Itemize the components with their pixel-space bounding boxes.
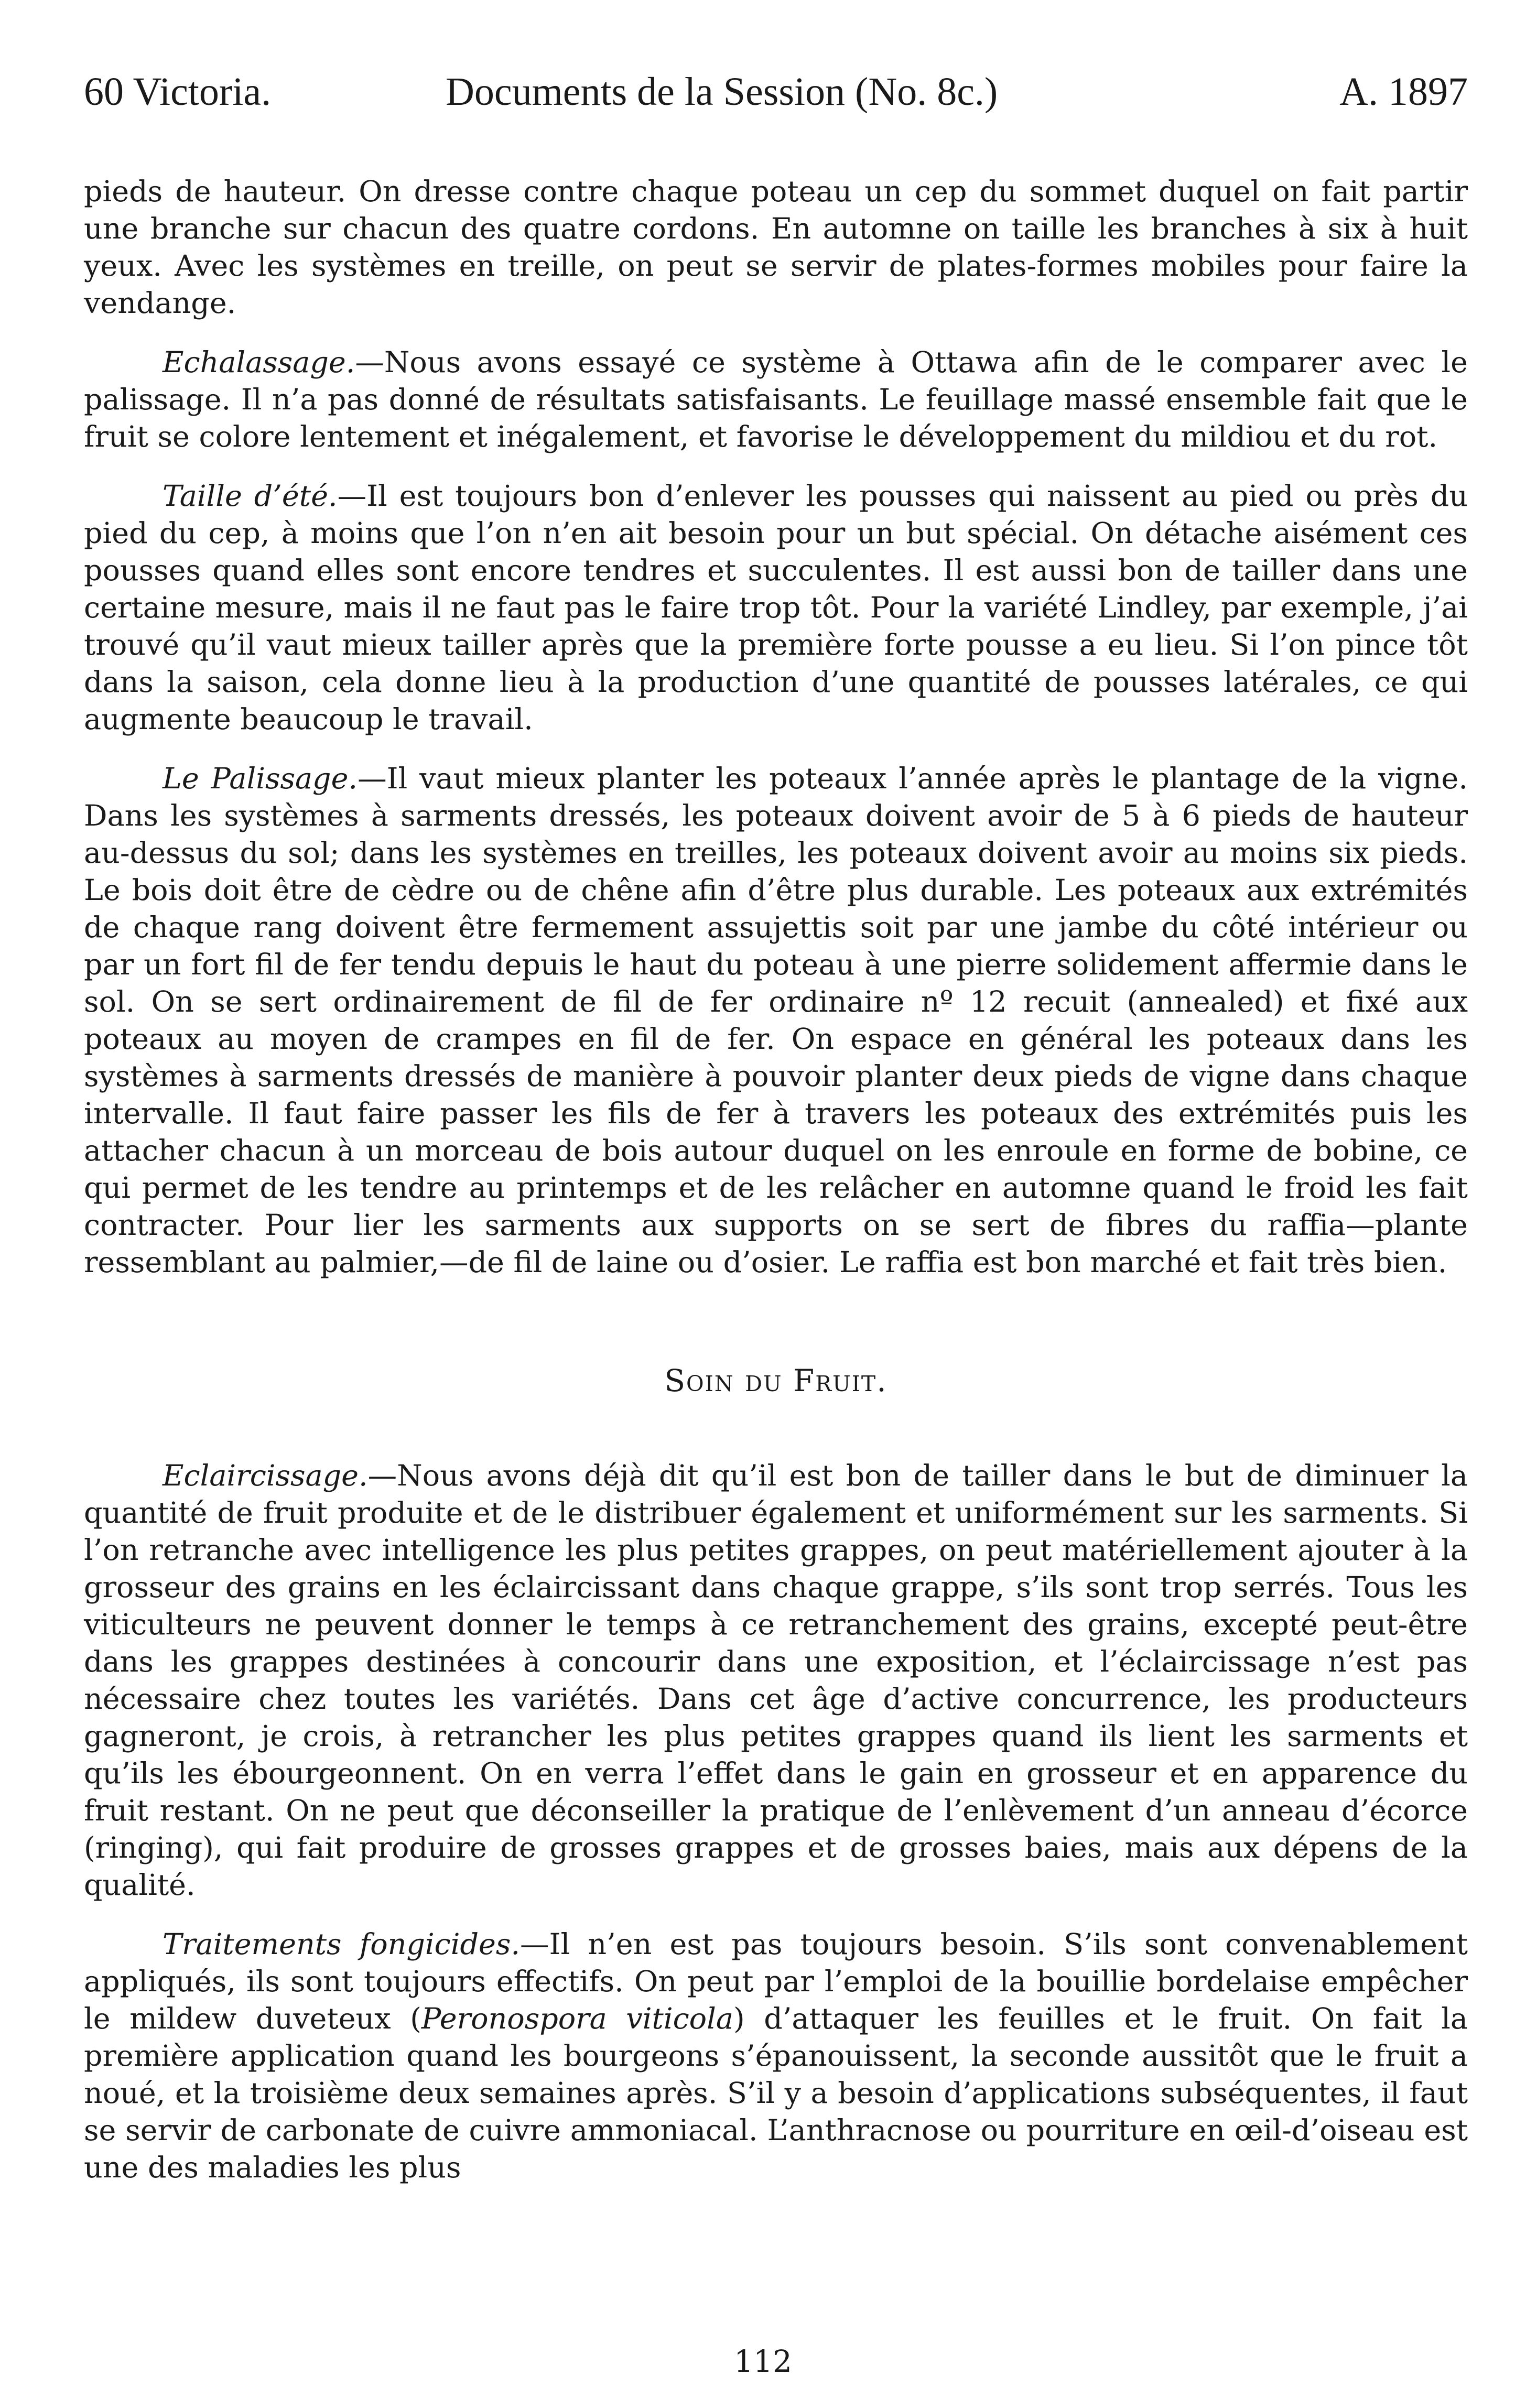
paragraph-term: Traitements fongicides. — [163, 1927, 521, 1961]
paragraph-palissage — [84, 760, 1468, 1281]
paragraph-term: Eclaircissage. — [163, 1459, 368, 1493]
paragraph-eclaircissage — [84, 1457, 1468, 1904]
paragraph-text: ) d’attaquer les feuilles et le fruit. On fait la première application quand les bourgeons s’épanouissent, la seconde aussitôt que le fruit a noué, et la troisième deux semaines après. S’il y a besoin d’applications subséquentes, il faut se servir de carbonate de cuivre ammoniacal. L’anthracnose ou pourriture en œil-d’oiseau est une des maladies les plus — [84, 2002, 1468, 2185]
section-heading: Soin du Fruit. — [664, 1363, 888, 1398]
paragraph-taille-ete — [84, 478, 1468, 738]
page-header — [84, 63, 1468, 121]
paragraph-term: Echalassage. — [163, 345, 355, 379]
paragraph-echalassage — [84, 344, 1468, 455]
header-year: A. 1897 — [1339, 70, 1468, 114]
paragraph-traitements — [84, 1926, 1468, 2186]
paragraph-term: Taille d’été. — [163, 479, 338, 513]
paragraph-continuation — [84, 173, 1468, 322]
header-volume: 60 Victoria. — [84, 70, 272, 114]
paragraph-term: Le Palissage. — [163, 762, 358, 796]
latin-name: Peronospora viticola — [421, 2002, 733, 2036]
paragraph-text: —Il vaut mieux planter les poteaux l’année après le plantage de la vigne. Dans les systèmes à sarments dressés, les poteaux doivent avoir de 5 à 6 pieds de hauteur au-dessus du sol; dans les systèmes en treilles, les poteaux doivent avoir au moins six pieds. Le bois doit être de cèdre ou de chêne afin d’être plus durable. Les poteaux aux extrémités de chaque rang doivent être fermement assujettis soit par une jambe du côté intérieur ou par un fort fil de fer tendu depuis le haut du poteau à une pierre solidement affermie dans le sol. On se sert ordinairement de fil de fer ordinaire nº 12 recuit (annealed) et fixé aux poteaux au moyen de crampes en fil de fer. On espace en général les poteaux dans les systèmes à sarments dressés de manière à pouvoir planter deux pieds de vigne dans chaque intervalle. Il faut faire passer les fils de fer à travers les poteaux des extrémités puis les attacher chacun à un morceau de bois autour duquel on les enroule en forme de bobine, ce qui permet de les tendre au printemps et de les relâcher en automne quand le froid les fait contracter. Pour lier les sarments aux supports on se sert de fibres du raffia—plante ressemblant au palmier,—de fil de laine ou d’osier. Le raffia est bon marché et fait très bien. — [84, 762, 1468, 1279]
paragraph-text: —Il est toujours bon d’enlever les pousses qui naissent au pied ou près du pied du cep, à moins que l’on n’en ait besoin pour un but spécial. On détache aisément ces pousses quand elles sont encore tendres et succulentes. Il est aussi bon de tailler dans une certaine mesure, mais il ne faut pas le faire trop tôt. Pour la variété Lindley, par exemple, j’ai trouvé qu’il vaut mieux tailler après que la première forte pousse a eu lieu. Si l’on pince tôt dans la saison, cela donne lieu à la production d’une quantité de pousses latérales, ce qui augmente beaucoup le travail. — [84, 479, 1468, 736]
paragraph-text: —Il n’en est pas toujours besoin. S’ils sont convenablement appliqués, ils sont toujours effectifs. On peut par l’emploi de la bouillie bordelaise empêcher le mildew duveteux ( — [84, 1927, 1468, 2036]
paragraph-text: —Nous avons essayé ce système à Ottawa afin de le comparer avec le palissage. Il n’a pas donné de résultats satisfaisants. Le feuillage massé ensemble fait que le fruit se colore lentement et inégalement, et favorise le développement du mildiou et du rot. — [84, 345, 1468, 454]
paragraph-text: —Nous avons déjà dit qu’il est bon de tailler dans le but de diminuer la quantité de fruit produite et de le distribuer également et uniformément sur les sarments. Si l’on retranche avec intelligence les plus petites grappes, on peut matériellement ajouter à la grosseur des grains en les éclaircissant dans chaque grappe, s’ils sont trop serrés. Tous les viticulteurs ne peuvent donner le temps à ce retranchement des grains, excepté peut-être dans les grappes destinées à concourir dans une exposition, et l’éclaircissage n’est pas nécessaire chez toutes les variétés. Dans cet âge d’active concurrence, les producteurs gagneront, je crois, à retrancher les plus petites grappes quand ils lient les sarments et qu’ils les ébourgeonnent. On en verra l’effet dans le gain en grosseur et en apparence du fruit restant. On ne peut que déconseiller la pratique de l’enlèvement d’un anneau d’écorce (ringing), qui fait produire de grosses grappes et de grosses baies, mais aux dépens de la qualité. — [84, 1459, 1468, 1902]
header-title: Documents de la Session (No. 8c.) — [446, 70, 998, 114]
page-number: 112 — [734, 2344, 792, 2379]
paragraph-text: pieds de hauteur. On dresse contre chaque poteau un cep du sommet duquel on fait partir une branche sur chacun des quatre cordons. En automne on taille les branches à six à huit yeux. Avec les systèmes en treille, on peut se servir de plates-formes mobiles pour faire la vendange. — [84, 175, 1468, 320]
body-text — [84, 173, 1468, 2186]
